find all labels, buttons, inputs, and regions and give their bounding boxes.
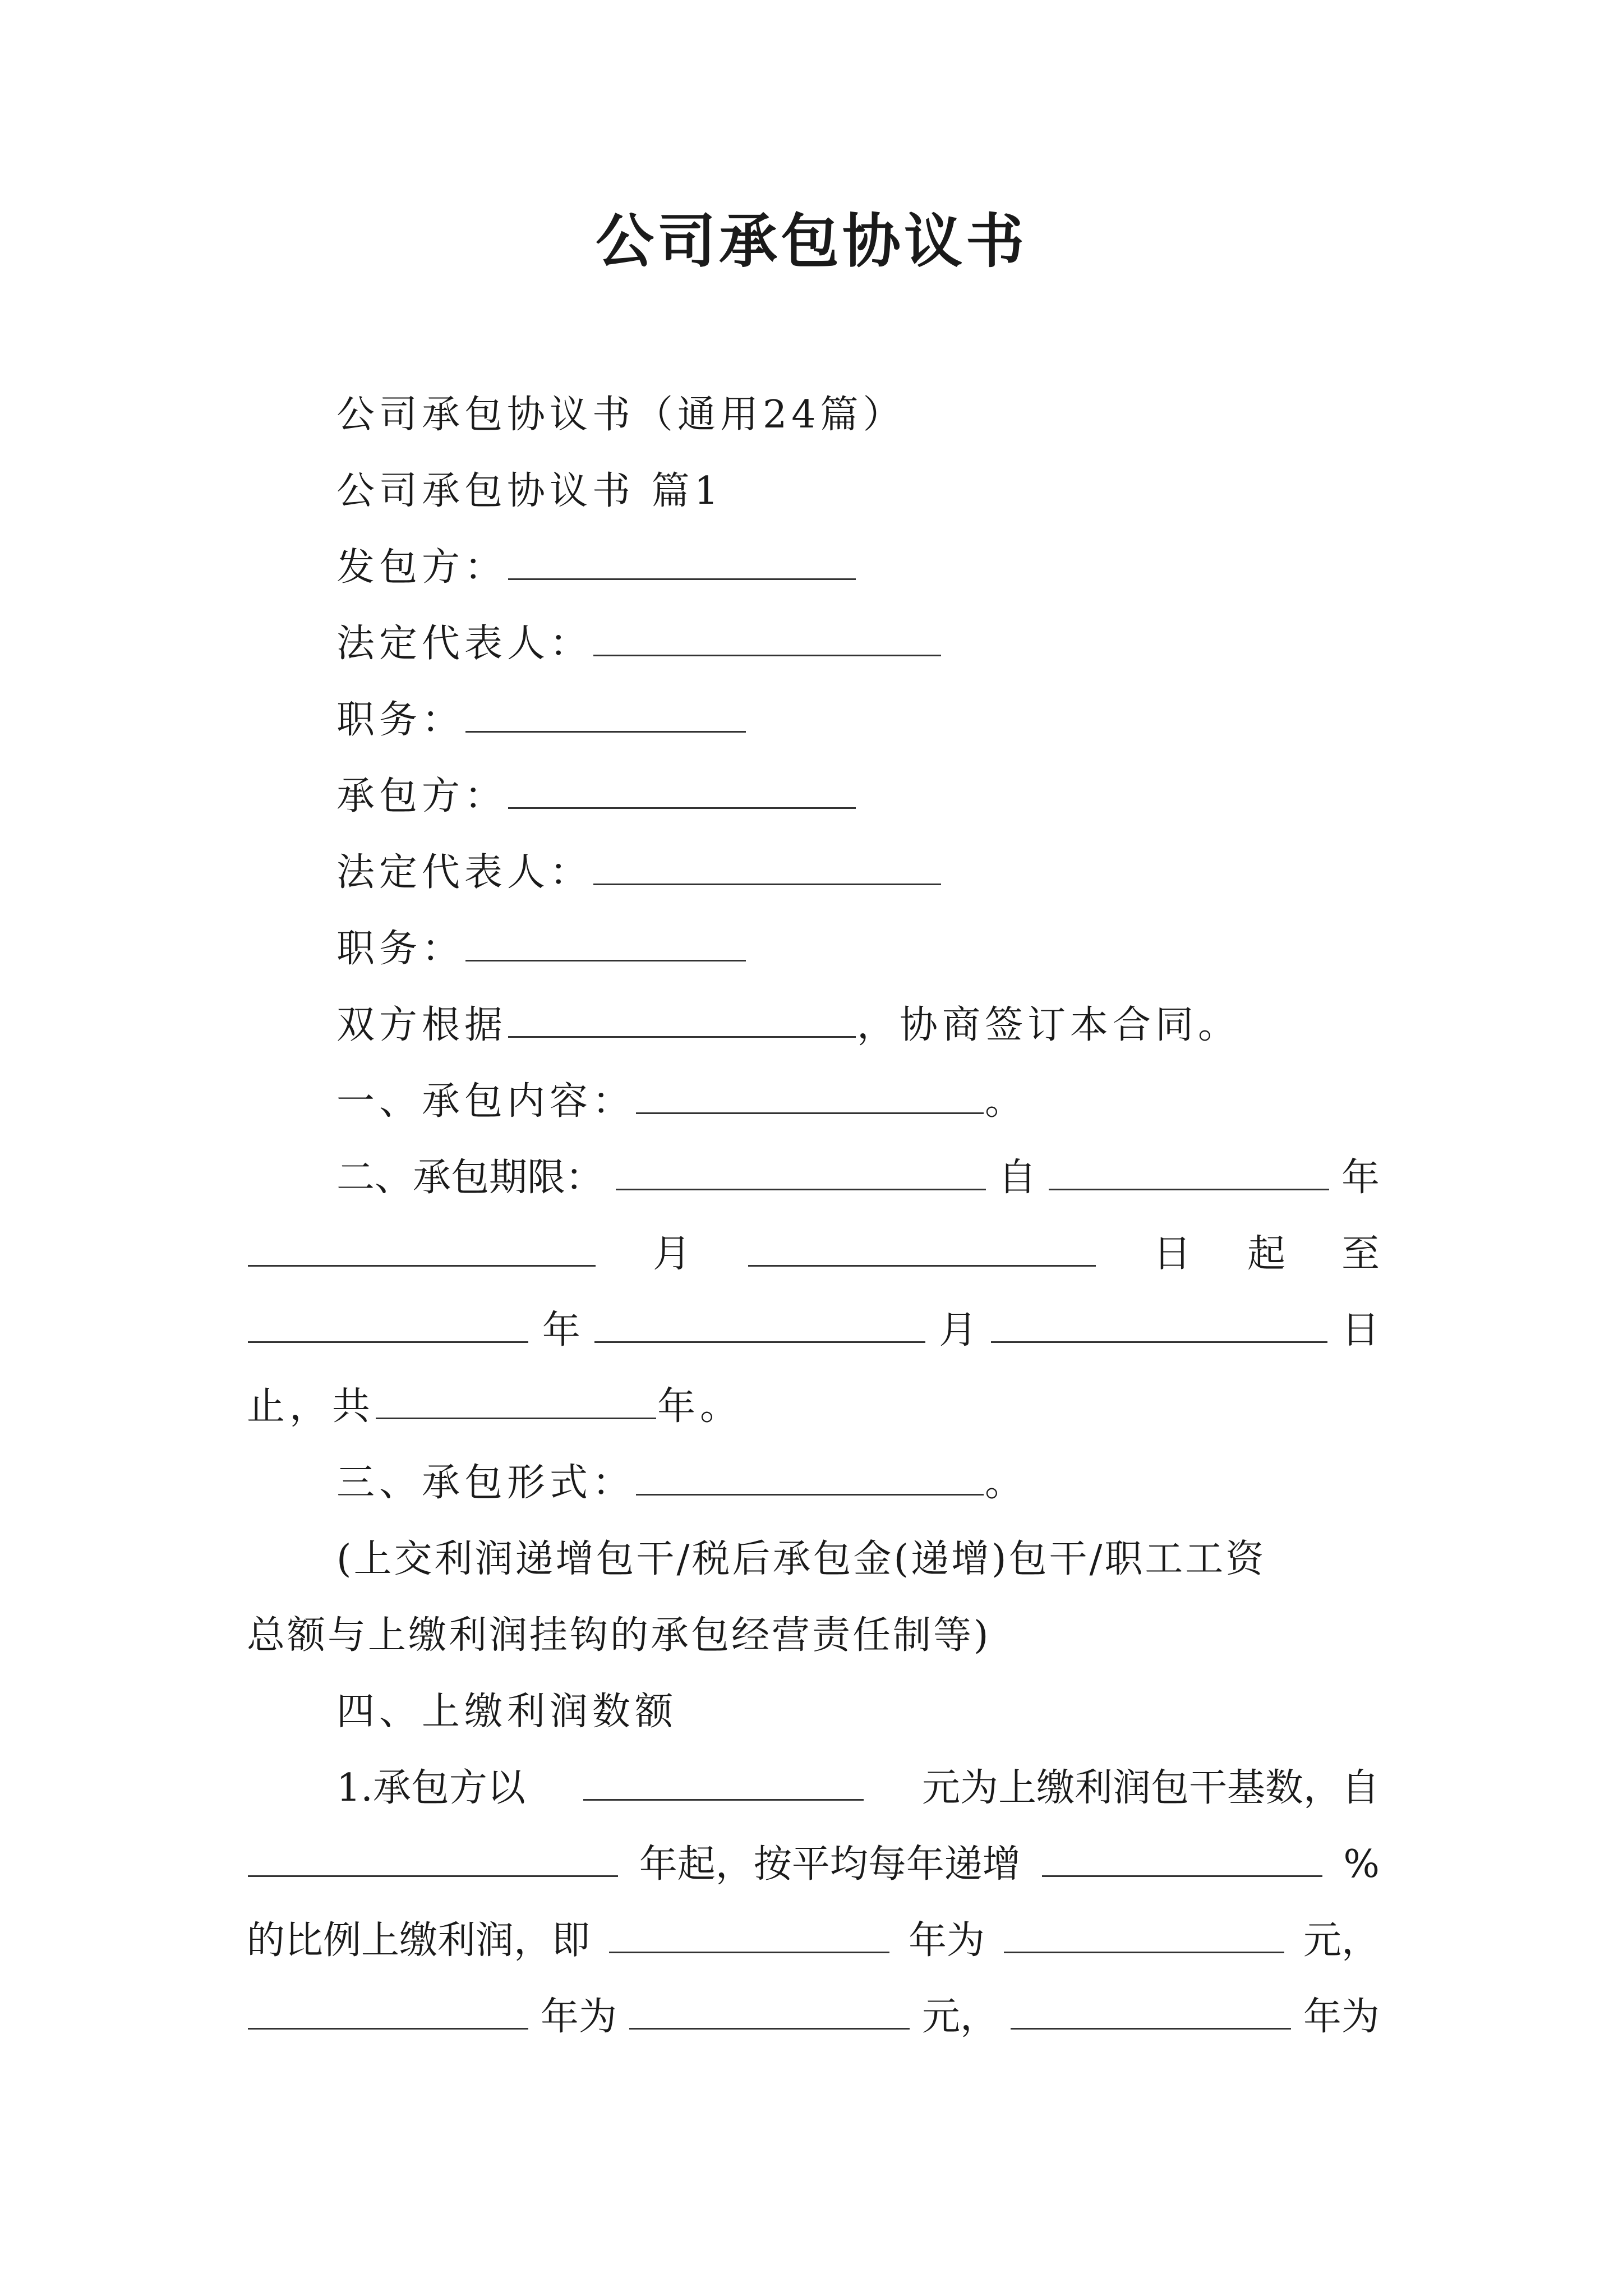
clause-2-line-4: 止，共 年。: [247, 1379, 743, 1435]
year-1-blank[interactable]: [609, 1916, 889, 1953]
clause-4-heading: 四、上缴利润数额: [336, 1690, 678, 1734]
increment-percent-blank[interactable]: [1042, 1839, 1322, 1877]
end-month-blank[interactable]: [594, 1305, 925, 1343]
agreement-basis-blank[interactable]: [508, 1000, 856, 1038]
clause-2-line-1: 二、承包期限： 自 年: [336, 1150, 1380, 1206]
year-2-blank[interactable]: [248, 1992, 528, 2030]
employer-field: 发包方：: [336, 540, 857, 596]
clause-3-note-2: 总额与上缴利润挂钩的承包经营责任制等): [247, 1613, 991, 1658]
clause-4-item-1-line-2: 年起，按平均每年递增 %: [247, 1837, 1380, 1893]
employer-blank[interactable]: [508, 542, 856, 580]
end-day-blank[interactable]: [991, 1305, 1327, 1343]
increment-start-year-blank[interactable]: [248, 1839, 618, 1877]
clause-4-item-1-line-3: 的比例上缴利润，即 年为 元，: [247, 1913, 1380, 1969]
clause-2-line-2: 月 日 起 至: [247, 1226, 1380, 1282]
contractor-blank[interactable]: [508, 771, 856, 809]
clause-3-note-1: (上交利润递增包干/税后承包金(递增)包干/职工工资: [336, 1537, 1266, 1581]
clause-3-form: 三、承包形式： 。: [336, 1455, 1027, 1511]
contract-content-blank[interactable]: [636, 1076, 984, 1114]
legal-rep-blank-2[interactable]: [593, 848, 941, 885]
clause-2-line-3: 年 月 日: [247, 1303, 1380, 1359]
document-title: 公司承包协议书: [595, 206, 1027, 275]
start-month-blank-lead[interactable]: [248, 1229, 596, 1267]
start-day-blank[interactable]: [748, 1229, 1096, 1267]
legal-rep-blank-1[interactable]: [593, 619, 941, 656]
contract-form-blank[interactable]: [636, 1458, 984, 1496]
position-blank-1[interactable]: [465, 695, 746, 733]
end-year-blank[interactable]: [248, 1305, 528, 1343]
clause-4-item-1-line-4: 年为 元， 年为: [247, 1989, 1380, 2045]
total-years-blank[interactable]: [376, 1382, 656, 1419]
term-blank[interactable]: [616, 1153, 986, 1190]
clause-1-content: 一、承包内容： 。: [336, 1074, 1027, 1130]
base-amount-blank[interactable]: [583, 1763, 864, 1801]
year-3-blank[interactable]: [1011, 1992, 1291, 2030]
legal-rep-field-1: 法定代表人：: [336, 616, 942, 672]
clause-4-item-1-line-1: 1.承包方以 元为上缴利润包干基数，自: [336, 1760, 1380, 1816]
contractor-field: 承包方：: [336, 769, 857, 825]
position-field-2: 职务：: [336, 921, 747, 977]
legal-rep-field-2: 法定代表人：: [336, 845, 942, 901]
amount-2-blank[interactable]: [629, 1992, 910, 2030]
agreement-basis: 双方根据 ，协商签订本合同。: [336, 997, 1241, 1053]
position-field-1: 职务：: [336, 692, 747, 748]
document-subtitle: 公司承包协议书（通用24篇）: [336, 393, 906, 437]
amount-1-blank[interactable]: [1004, 1916, 1284, 1953]
position-blank-2[interactable]: [465, 924, 746, 961]
section-heading: 公司承包协议书 篇1: [336, 469, 723, 513]
start-year-blank[interactable]: [1049, 1153, 1329, 1190]
